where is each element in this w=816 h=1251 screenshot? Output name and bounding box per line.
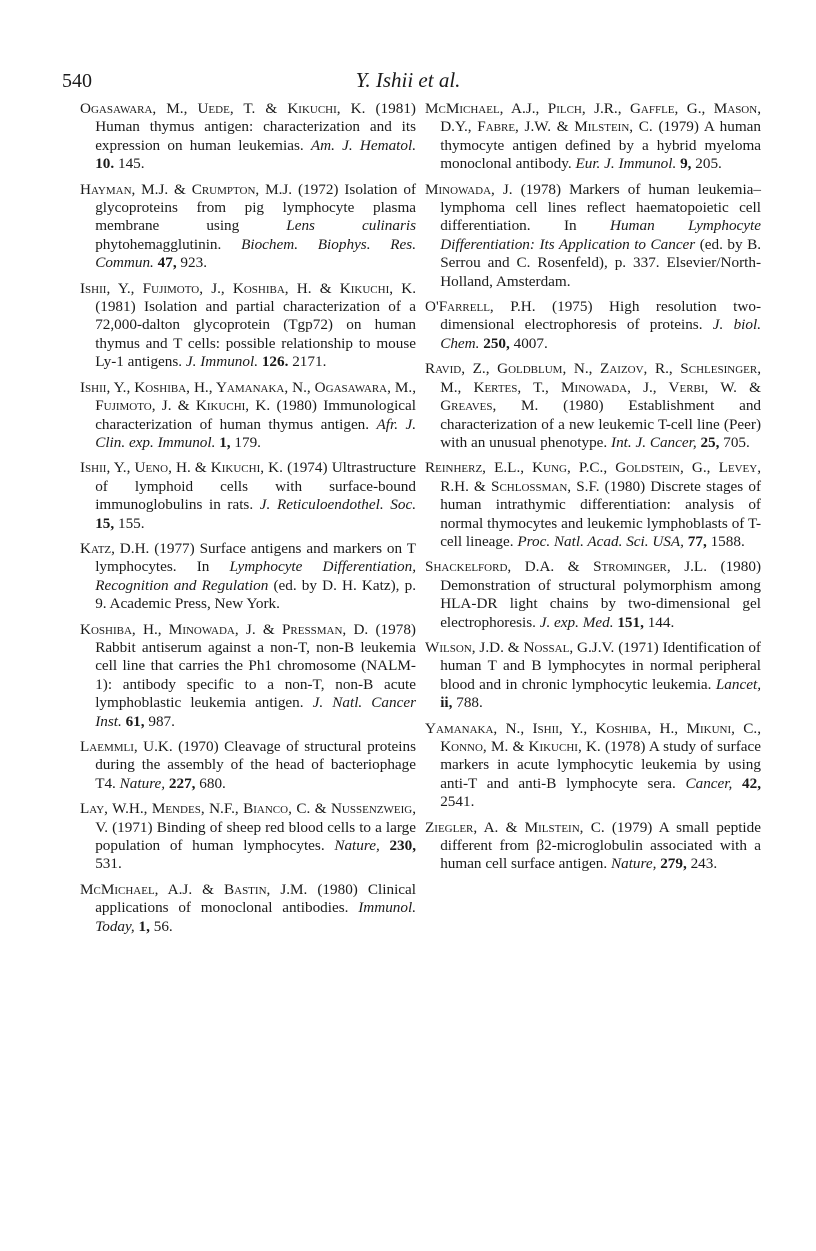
reference-authors: Koshiba, H., Minowada, J. & Pressman, D. (80, 620, 369, 638)
reference-volume: 77, (687, 532, 707, 550)
references-right-column (425, 100, 761, 881)
reference-journal: J. Natl. Cancer Inst. (95, 694, 416, 730)
reference-year: (1980) (604, 477, 646, 495)
reference-journal: Nature, (610, 855, 657, 873)
reference-title: Cleavage of structural proteins during the assembly of the head of bacteriophage T4. (95, 738, 417, 792)
reference-entry (425, 100, 762, 174)
reference-book-title: Lymphocyte Differentiation, Recognition and Regulation (95, 558, 417, 594)
reference-entry (425, 459, 761, 551)
reference-journal: Biochem. Biophys. Res. Commun. (95, 235, 416, 272)
reference-entry (425, 558, 762, 632)
reference-year: (1977) (154, 539, 195, 557)
reference-title: A human thymocyte antigen defined by a hybrid myeloma monoclonal antibody. (440, 118, 762, 173)
reference-title: Binding of sheep red blood cells to a large population of human lymphocytes. (95, 818, 417, 855)
reference-entry (425, 638, 761, 713)
reference-volume: 47, (157, 254, 177, 272)
reference-entry (80, 279, 417, 372)
reference-pages: 243. (690, 855, 718, 873)
reference-year: (1972) (297, 180, 339, 198)
reference-title: Demonstration of structural polymorphism among HLA-DR light chains by two-dimensional gel electrophoresis. (440, 576, 761, 631)
reference-entry (80, 459, 417, 533)
reference-publication-details: (ed. by B. Serrou and C. Rosenfeld), p. 337. Elsevier/North-Holland, Amsterdam. (440, 235, 761, 290)
reference-volume: 279, (660, 855, 687, 873)
reference-title: Identification of human T and B lymphocytes in normal peripheral blood and in chronic lymphocytic leukemia. (440, 638, 761, 693)
reference-year: (1978) (520, 180, 562, 198)
reference-year: (1980) (317, 880, 358, 898)
reference-title: Establishment and characterization of a new leukemic T-cell line (Peer) with an unusual phenotype. (440, 397, 762, 451)
reference-pages: 531. (95, 855, 122, 873)
reference-entry (425, 719, 761, 812)
reference-authors: Laemmli, U.K. (80, 738, 173, 755)
reference-pages: 145. (117, 155, 145, 173)
reference-entry (80, 378, 417, 453)
reference-volume: ii, (440, 694, 453, 712)
reference-volume: 230, (389, 837, 417, 855)
reference-authors: Hayman, M.J. & Crumpton, M.J. (80, 180, 293, 198)
reference-volume: 25, (700, 433, 720, 451)
reference-journal: J. Reticuloendothel. Soc. (259, 496, 416, 514)
reference-pages: 155. (117, 514, 145, 532)
reference-volume: 227, (168, 774, 196, 792)
reference-title: Isolation of glycoproteins from pig lymphocyte plasma membrane using (95, 180, 417, 235)
reference-authors: Reinherz, E.L., Kung, P.C., Goldstein, G., Levey, R.H. & Schlossman, S.F. (425, 459, 761, 495)
reference-pages: 2171. (292, 353, 327, 371)
reference-authors: Ravid, Z., Goldblum, N., Zaizov, R., Schlesinger, M., Kertes, T., Minowada, J., Verbi, W. & Greaves, M. (425, 360, 761, 415)
reference-year: (1974) (287, 459, 328, 477)
reference-entry (80, 100, 416, 174)
reference-pages: 705. (723, 433, 750, 451)
reference-authors: Ishii, Y., Ueno, H. & Kikuchi, K. (80, 459, 283, 477)
reference-authors: McMichael, A.J., Pilch, J.R., Gaffle, G., Mason, D.Y., Fabre, J.W. & Milstein, C. (425, 100, 761, 136)
reference-title: Isolation and partial characterization of a 72,000-dalton glycoprotein (Tgp72) on human thymus and T cells: possible relationship to mouse Ly-1 antigens. (95, 298, 417, 371)
reference-pages: 2541. (440, 793, 475, 811)
reference-pages: 680. (199, 774, 226, 792)
reference-year: (1981) (375, 100, 416, 117)
reference-journal: Am. J. Hematol. (310, 136, 416, 154)
reference-journal: J. exp. Med. (539, 613, 614, 631)
reference-title: Immunological characterization of human thymus antigen. (95, 397, 417, 433)
reference-authors: Yamanaka, N., Ishii, Y., Koshiba, H., Mikuni, C., Konno, M. & Kikuchi, K. (425, 719, 761, 755)
reference-title: Surface antigens and markers on T lymphocytes. In (95, 539, 416, 576)
reference-pages: 987. (148, 712, 175, 730)
reference-journal: Immunol. Today, (95, 899, 416, 935)
reference-entry (425, 298, 761, 353)
reference-journal: Lancet, (715, 675, 761, 693)
reference-entry (425, 360, 762, 452)
reference-title: phytohemagglutinin. (95, 235, 222, 253)
reference-title: Ultrastructure of lymphoid cells with surface-bound immunoglobulins in rats. (95, 459, 417, 514)
reference-authors: Shackelford, D.A. & Strominger, J.L. (425, 558, 707, 576)
reference-book-title: Human Lymphocyte Differentiation: Its Application to Cancer (440, 217, 761, 253)
reference-journal: Cancer, (685, 774, 733, 792)
reference-authors: Katz, D.H. (80, 539, 150, 557)
reference-authors: McMichael, A.J. & Bastin, J.M. (80, 880, 308, 898)
reference-year: (1979) (658, 118, 699, 136)
reference-pages: 144. (647, 613, 675, 631)
reference-volume: 9, (680, 155, 692, 173)
reference-year: (1978) (604, 738, 646, 755)
reference-journal: J. biol. Chem. (440, 316, 761, 352)
reference-year: (1980) (563, 397, 604, 415)
reference-title: Rabbit antiserum against a non-T, non-B leukemia cell line that carries the Ph1 chromosome (NALM-1): antibody specific to a non-T, non-B acute lymphoblastic leukemia antigen. (95, 638, 416, 712)
reference-entry (80, 180, 417, 273)
reference-entry (425, 818, 761, 874)
running-title: Y. Ishii et al. (355, 68, 461, 92)
reference-volume: 10. (95, 155, 115, 173)
reference-volume: 151, (617, 613, 644, 631)
reference-title: Human thymus antigen: characterization and its expression on human leukemias. (95, 118, 416, 154)
reference-authors: Wilson, J.D. & Nossal, G.J.V. (425, 638, 615, 656)
reference-entry (80, 880, 416, 936)
reference-journal: Nature, (119, 774, 166, 792)
reference-pages: 4007. (513, 334, 548, 352)
reference-volume: 126. (261, 353, 289, 371)
reference-authors: Ishii, Y., Koshiba, H., Yamanaka, N., Ogasawara, M., Fujimoto, J. & Kikuchi, K. (80, 378, 416, 415)
references-left-column (80, 100, 416, 943)
reference-volume: 250, (483, 334, 510, 352)
reference-pages: 56. (153, 917, 173, 935)
reference-title: A study of surface markers in acute lymphocytic leukemia by using anti-T and anti-B lymphocyte sera. (440, 738, 761, 792)
reference-journal: Afr. J. Clin. exp. Immunol. (95, 415, 417, 451)
reference-year: (1975) (552, 298, 593, 316)
reference-volume: 1, (219, 433, 231, 451)
reference-entry (80, 800, 417, 874)
reference-title-italic: Lens culinaris (286, 217, 416, 235)
reference-title: High resolution two-dimensional electrophoresis of proteins. (440, 298, 761, 334)
reference-journal: Proc. Natl. Acad. Sci. USA, (517, 532, 684, 550)
reference-year: (1971) (112, 818, 153, 836)
reference-title: A small peptide different from β2-microglobulin associated with a human cell surface antigen. (440, 818, 761, 873)
reference-volume: 61, (125, 712, 145, 730)
reference-year: (1978) (375, 620, 416, 638)
reference-year: (1971) (618, 638, 659, 656)
reference-pages: 179. (234, 433, 261, 451)
reference-entry (80, 539, 417, 614)
reference-volume: 1, (138, 917, 150, 935)
reference-journal: Int. J. Cancer, (611, 433, 697, 451)
reference-pages: 788. (456, 694, 483, 712)
reference-year: (1981) (95, 298, 136, 316)
reference-pages: 1588. (710, 532, 745, 550)
reference-entry (80, 620, 416, 731)
reference-authors: Minowada, J. (425, 180, 513, 198)
reference-year: (1979) (611, 818, 653, 836)
reference-title: Markers of human leukemia–lymphoma cell lines reflect haematopoietic cell differentiation. In (440, 180, 761, 235)
reference-entry (425, 180, 761, 291)
reference-journal: Eur. J. Immunol. (575, 155, 677, 173)
reference-authors: Ishii, Y., Fujimoto, J., Koshiba, H. & Kikuchi, K. (80, 279, 416, 297)
reference-authors: Ziegler, A. & Milstein, C. (425, 818, 605, 836)
reference-pages: 205. (695, 155, 722, 173)
reference-entry (80, 738, 417, 793)
reference-year: (1980) (276, 397, 317, 415)
reference-journal: J. Immunol. (185, 353, 259, 371)
page-number: 540 (62, 70, 92, 92)
reference-year: (1980) (720, 558, 762, 576)
reference-authors: Ogasawara, M., Uede, T. & Kikuchi, K. (80, 100, 366, 117)
reference-journal: Nature, (334, 837, 380, 855)
reference-authors: O'Farrell, P.H. (425, 298, 536, 316)
reference-title: Discrete stages of human intrathymic differentiation: analysis of normal thymocytes and leukemic lymphoblasts of T-cell lineage. (440, 477, 761, 550)
reference-volume: 42, (742, 774, 761, 792)
reference-year: (1970) (178, 738, 219, 755)
reference-publication-details: (ed. by D. H. Katz), p. 9. Academic Press, New York. (95, 576, 416, 613)
reference-pages: 923. (180, 254, 207, 272)
reference-title: Clinical applications of monoclonal antibodies. (95, 880, 416, 917)
reference-volume: 15, (95, 514, 115, 532)
reference-authors: Lay, W.H., Mendes, N.F., Bianco, C. & Nussenzweig, V. (80, 800, 416, 836)
